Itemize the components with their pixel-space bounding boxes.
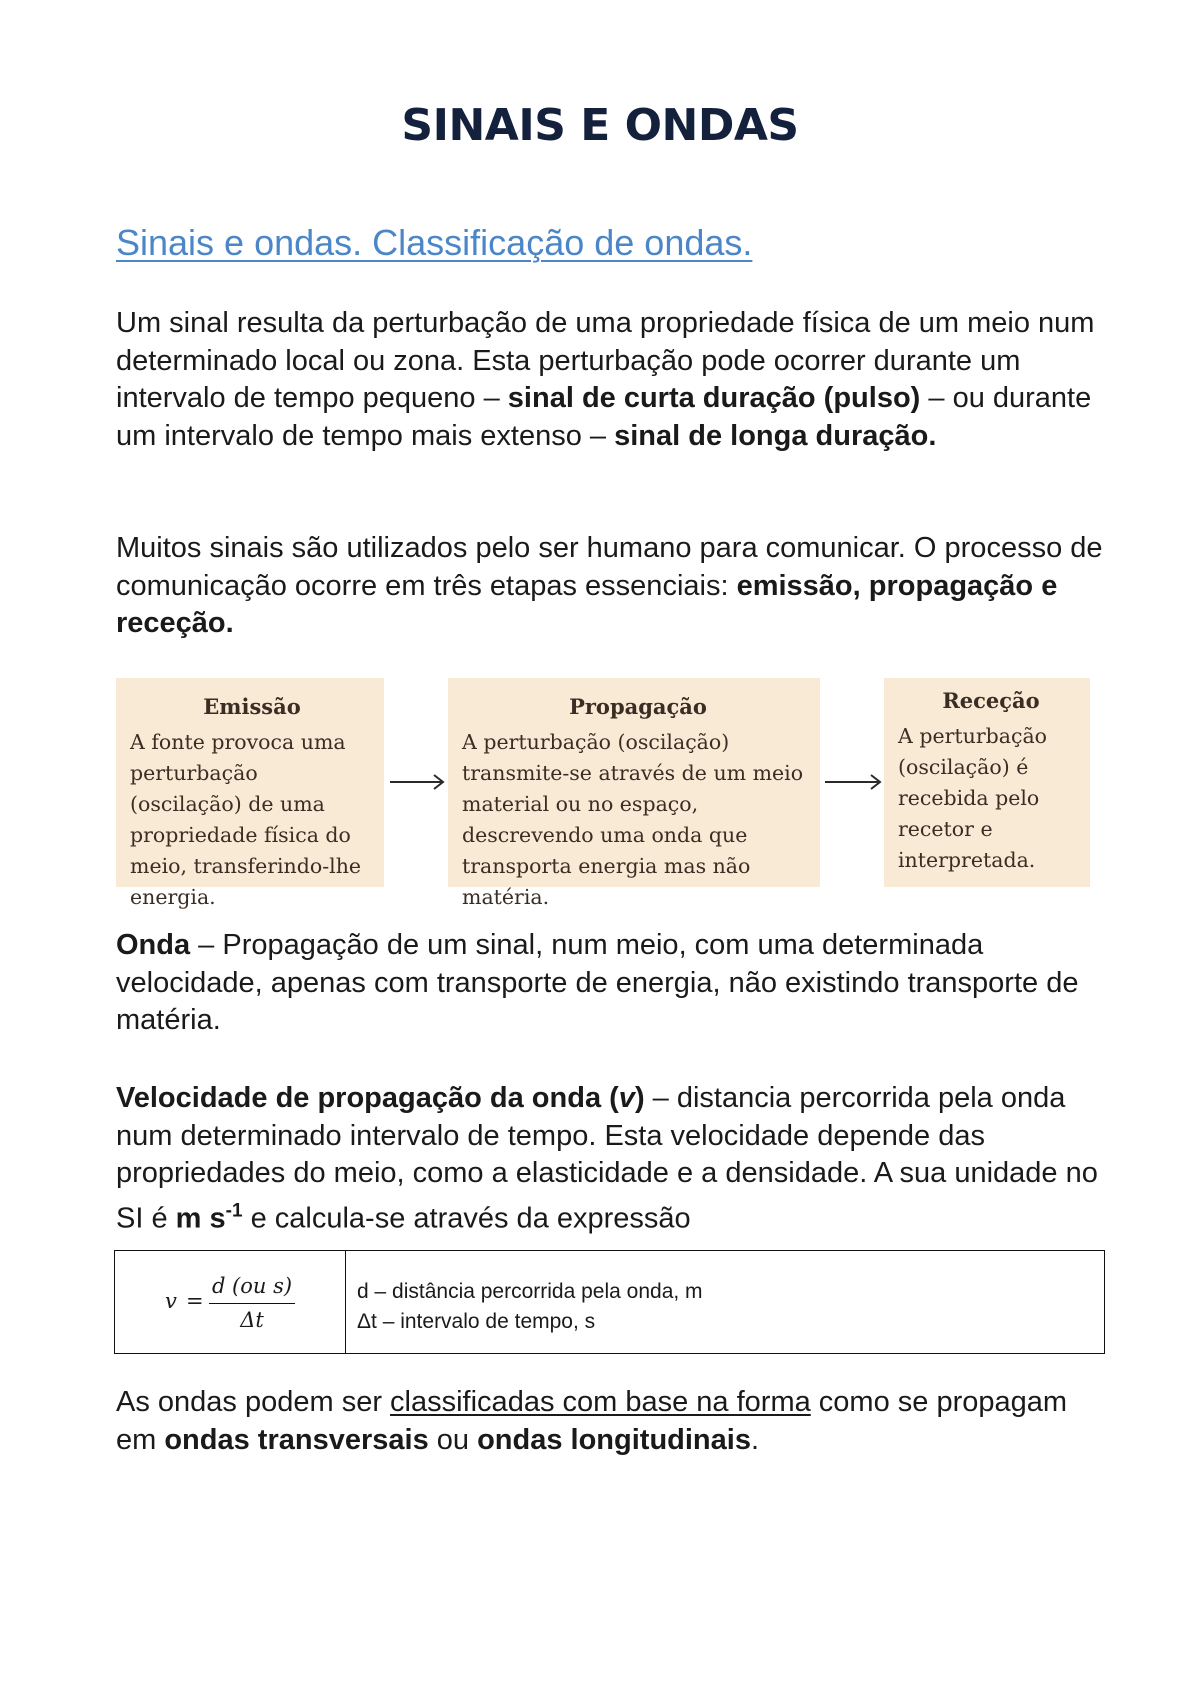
step-title: Receção [942,688,1040,713]
legend-time: Δt – intervalo de tempo, s [357,1310,596,1333]
formula-lhs: v [165,1289,177,1313]
p2-bold-stages: emissão, propagação e receção. [116,569,1058,639]
p5-text-4: . [750,1423,760,1456]
formula-denominator: Δt [240,1308,264,1332]
p1-bold-long-signal: sinal de longa duração. [614,419,937,452]
arrow-right-icon [823,770,883,794]
p4-bold-close: ) [634,1082,645,1114]
p1-text-1: Um sinal resulta da perturbação de uma propriedade física de um meio num determinado local ou zona. Esta perturbação pode ocorrer durante um intervalo de tempo pequeno – [116,307,1095,414]
diagram-step-propagacao [448,678,820,909]
formula-equals: = [186,1289,204,1313]
p5-underlined: classificadas com base na forma [390,1386,811,1418]
p4-unit: m s [175,1202,226,1235]
formula-table [114,1250,1105,1354]
p4-bold-velocity: Velocidade de propagação da onda ( [116,1082,619,1114]
paragraph-signal-definition [116,305,1106,455]
p4-unit-exponent: -1 [225,1200,243,1222]
p2-text-1: Muitos sinais são utilizados pelo ser humano para comunicar. O processo de comunicação ocorre em três etapas essenciais: [116,532,1103,602]
paragraph-wave-velocity [116,1080,1106,1238]
p5-text-3: ou [428,1423,478,1456]
step-title: Emissão [203,694,301,719]
section-heading: Sinais e ondas. Classificação de ondas. [116,222,753,263]
p5-text-2: como se propagam em [116,1386,1068,1456]
fraction-bar [209,1303,295,1304]
p5-bold-longitudinal: ondas longitudinais [477,1423,751,1456]
p3-bold-onda: Onda [116,929,191,961]
p1-bold-short-signal: sinal de curta duração (pulso) [507,382,921,414]
step-title: Propagação [569,694,707,719]
step-text: A fonte provoca uma perturbação (oscilação) de uma propriedade física do meio, transferindo-lhe energia. [130,730,362,909]
formula-numerator: d (ou s) [211,1274,293,1298]
diagram-step-emissao [116,678,384,909]
paragraph-wave-definition [116,927,1106,1040]
p1-text-2: – ou durante um intervalo de tempo mais extenso – [116,382,1092,452]
page-title: SINAIS E ONDAS [401,100,799,151]
paragraph-wave-classification [116,1384,1106,1459]
legend-distance: d – distância percorrida pela onda, m [357,1280,703,1303]
formula-cell [115,1251,345,1353]
diagram-step-rececao [884,678,1090,887]
step-text: A perturbação (oscilação) é recebida pelo recetor e interpretada. [898,724,1048,872]
formula-legend-cell [357,1277,703,1337]
table-divider [345,1251,346,1353]
p3-text-1: – Propagação de um sinal, num meio, com uma determinada velocidade, apenas com transporte de energia, não existindo transporte de matéria. [116,929,1079,1036]
p4-symbol-v: v [618,1082,635,1114]
paragraph-communication [116,530,1106,643]
p5-text-1: As ondas podem ser [116,1386,391,1418]
p5-bold-transversal: ondas transversais [164,1423,429,1456]
p4-text-2: e calcula-se através da expressão [242,1202,691,1235]
arrow-right-icon [388,770,446,794]
step-text: A perturbação (oscilação) transmite-se através de um meio material ou no espaço, descrevendo uma onda que transporta energia mas não matéria. [462,730,804,909]
p4-text-1: – distancia percorrida pela onda num determinado intervalo de tempo. Esta velocidade depende das propriedades do meio, como a elasticidade e a densidade. A sua unidade no SI é [116,1082,1098,1235]
